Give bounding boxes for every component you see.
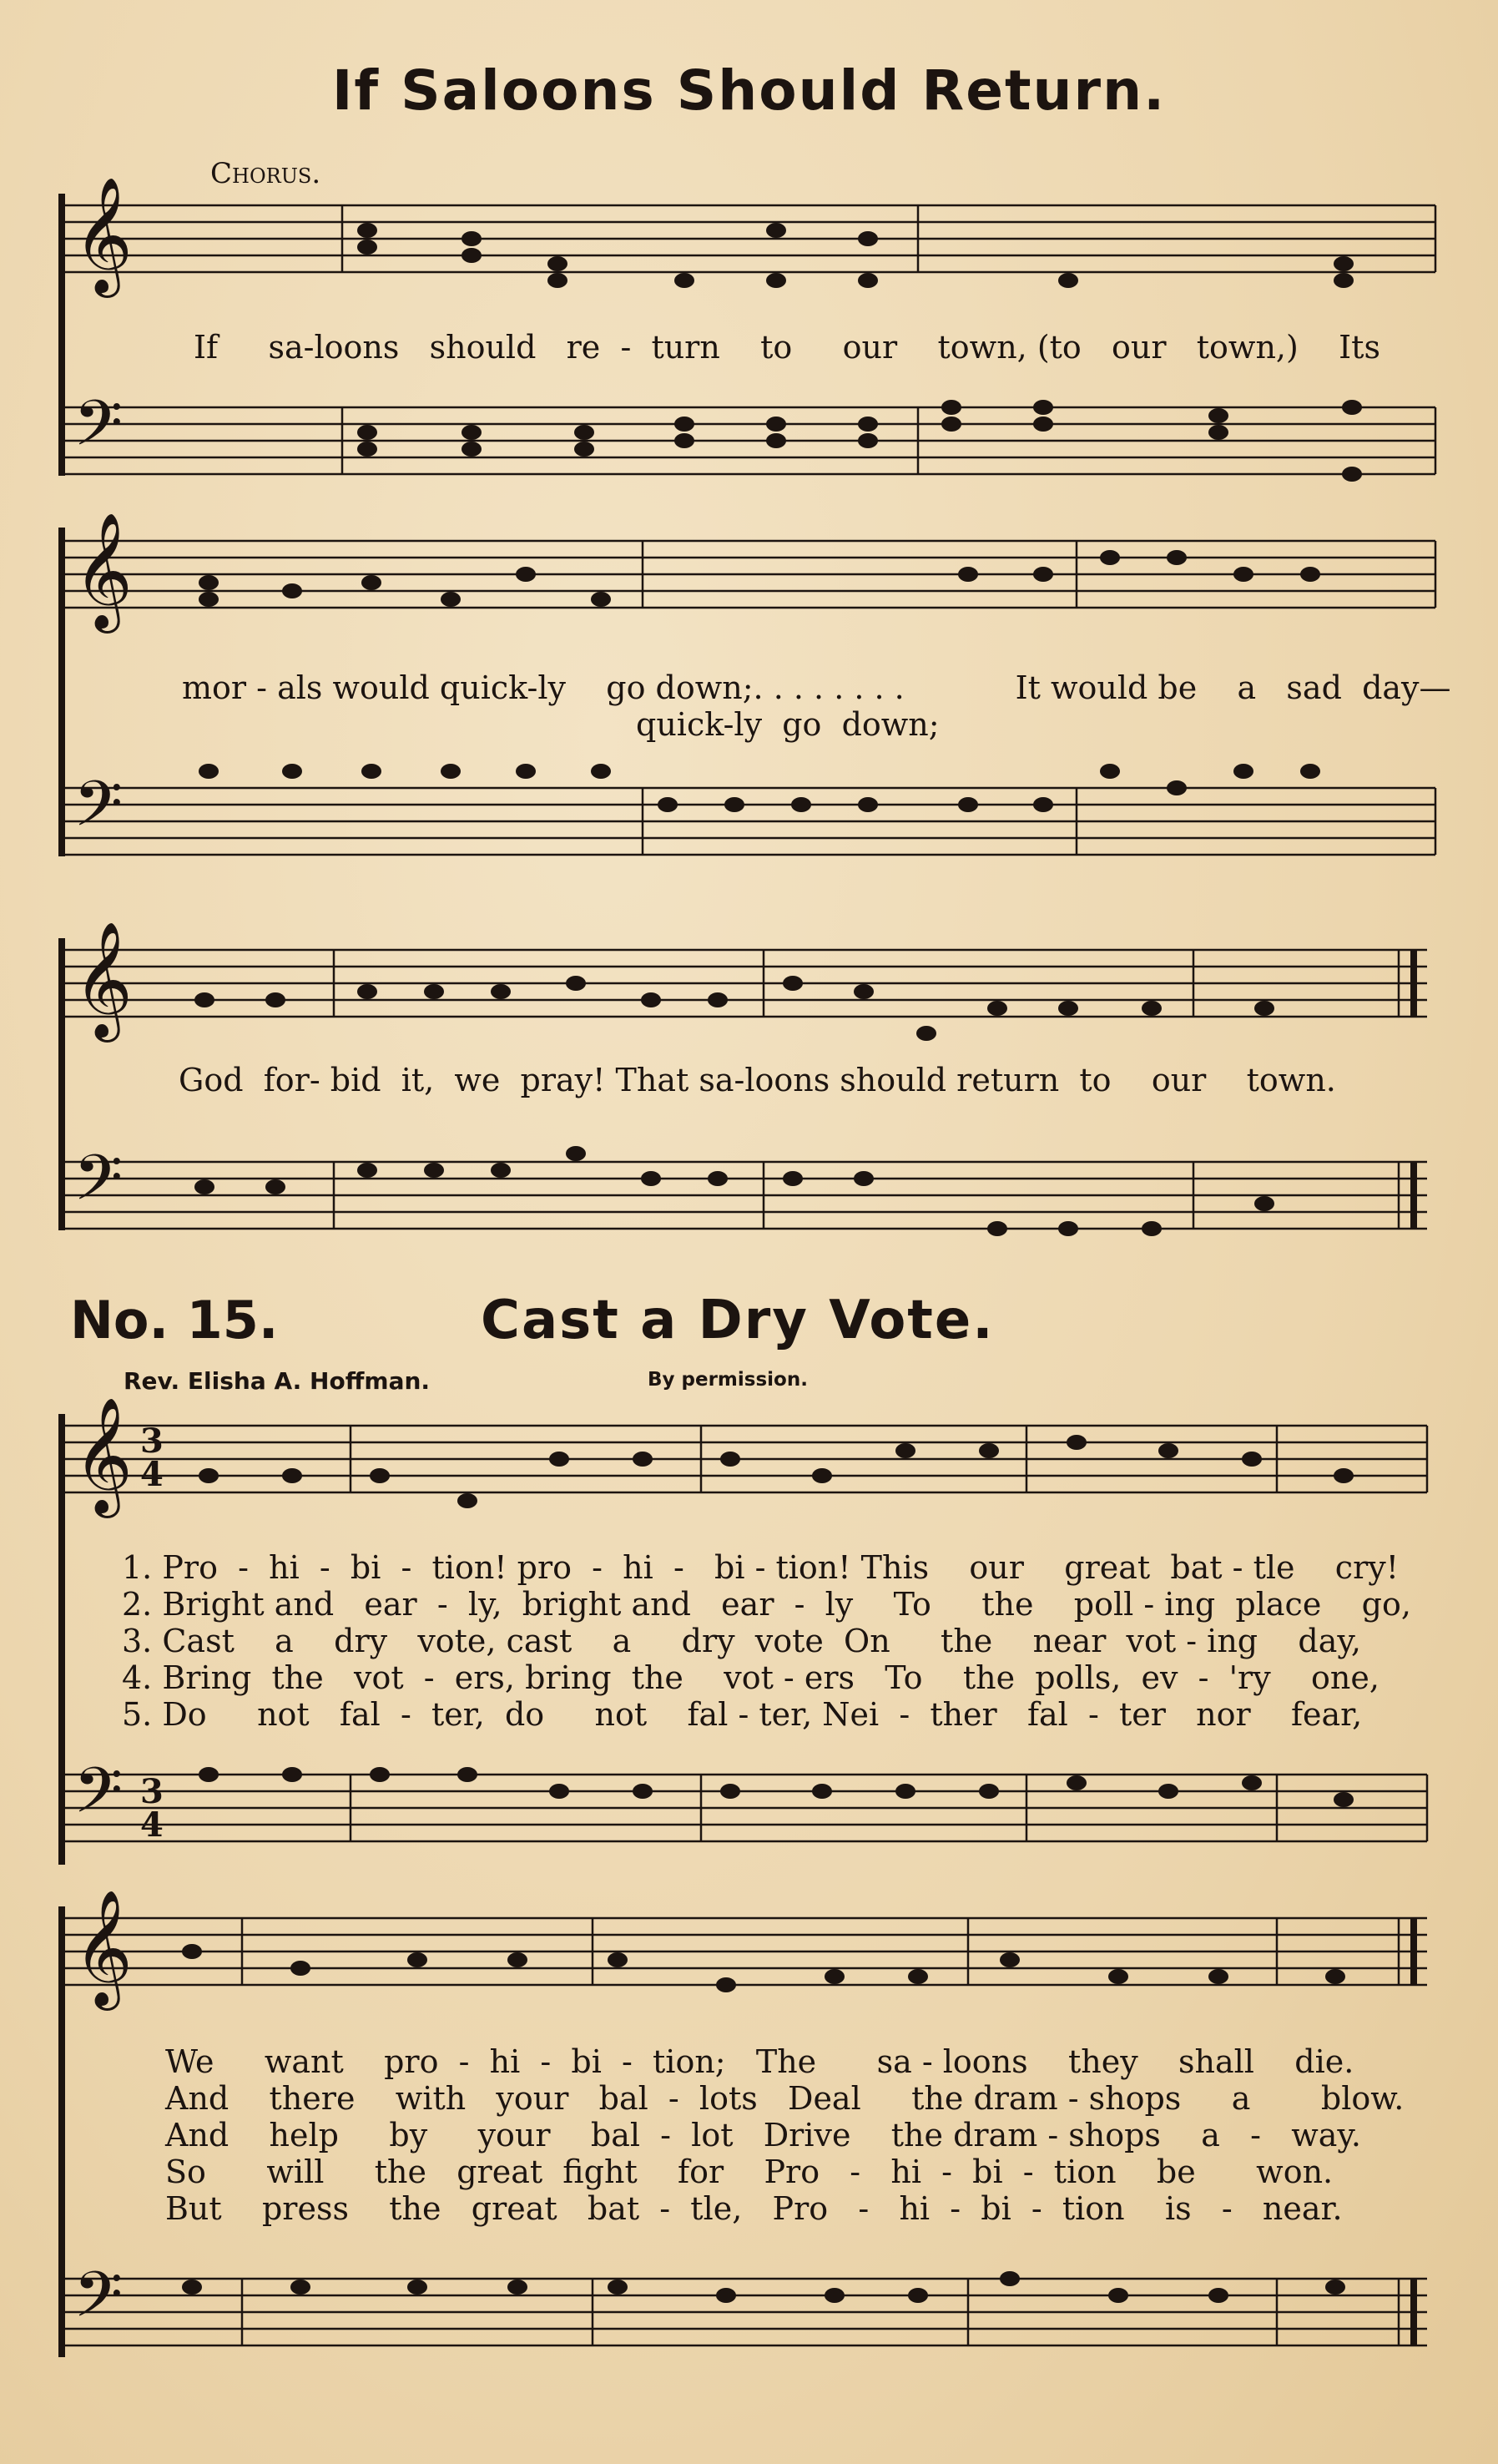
svg-text:𝄢: 𝄢	[73, 2258, 124, 2347]
svg-text:3: 3	[140, 1421, 164, 1461]
lyric-line-3: God for- bid it, we pray! That sa-loons should return to our town.	[179, 1062, 1336, 1098]
svg-text:𝄞: 𝄞	[73, 1397, 133, 1513]
verse-line: And there with your bal - lots Deal the dram - shops a blow.	[165, 2080, 1405, 2117]
verse-line: So will the great fight for Pro - hi - bi - tion be won.	[165, 2153, 1334, 2190]
svg-text:𝄞: 𝄞	[73, 177, 133, 293]
song-2-header	[0, 1290, 1498, 1365]
svg-text:𝄞: 𝄞	[73, 512, 133, 629]
lyric-line-2-alt: quick-ly go down;	[636, 706, 940, 743]
lyric-line-2: mor - als would quick-ly go down;. . . . . . . . It would be a sad day—	[182, 669, 1451, 706]
svg-text:𝄞: 𝄞	[73, 1890, 133, 2006]
permission-note: By permission.	[648, 1369, 808, 1391]
song-2-title: Cast a Dry Vote.	[481, 1290, 995, 1351]
svg-text:𝄢: 𝄢	[73, 386, 124, 476]
verse-line: But press the great bat - tle, Pro - hi - bi - tion is - near.	[165, 2190, 1343, 2227]
author: Rev. Elisha A. Hoffman.	[124, 1367, 431, 1395]
verse-line: 5. Do not fal - ter, do not fal - ter, Nei - ther fal - ter nor fear,	[122, 1696, 1363, 1733]
verse-line: And help by your bal - lot Drive the dram - shops a - way.	[165, 2117, 1361, 2153]
verse-line: We want pro - hi - bi - tion; The sa - loons they shall die.	[165, 2043, 1354, 2080]
svg-text:4: 4	[140, 1455, 164, 1494]
song-1-title: If Saloons Should Return.	[331, 58, 1167, 123]
chorus-label: Chorus.	[210, 157, 321, 190]
svg-text:𝄢: 𝄢	[73, 1141, 124, 1230]
verse-line: 4. Bring the vot - ers, bring the vot - ers To the polls, ev - 'ry one,	[122, 1659, 1379, 1696]
svg-text:𝄞: 𝄞	[73, 921, 133, 1038]
svg-text:𝄢: 𝄢	[73, 767, 124, 856]
svg-text:3: 3	[140, 1772, 164, 1811]
svg-text:4: 4	[140, 1805, 164, 1845]
hymn-number: No. 15.	[70, 1290, 279, 1351]
verse-line: 1. Pro - hi - bi - tion! pro - hi - bi - tion! This our great bat - tle cry!	[122, 1549, 1399, 1586]
verse-line: 2. Bright and ear - ly, bright and ear - ly To the poll - ing place go,	[122, 1586, 1411, 1623]
svg-text:𝄢: 𝄢	[73, 1754, 124, 1843]
verse-line: 3. Cast a dry vote, cast a dry vote On the near vot - ing day,	[122, 1623, 1361, 1659]
lyric-line-1: If sa-loons should re - turn to our town, (to our town,) Its	[194, 329, 1380, 366]
